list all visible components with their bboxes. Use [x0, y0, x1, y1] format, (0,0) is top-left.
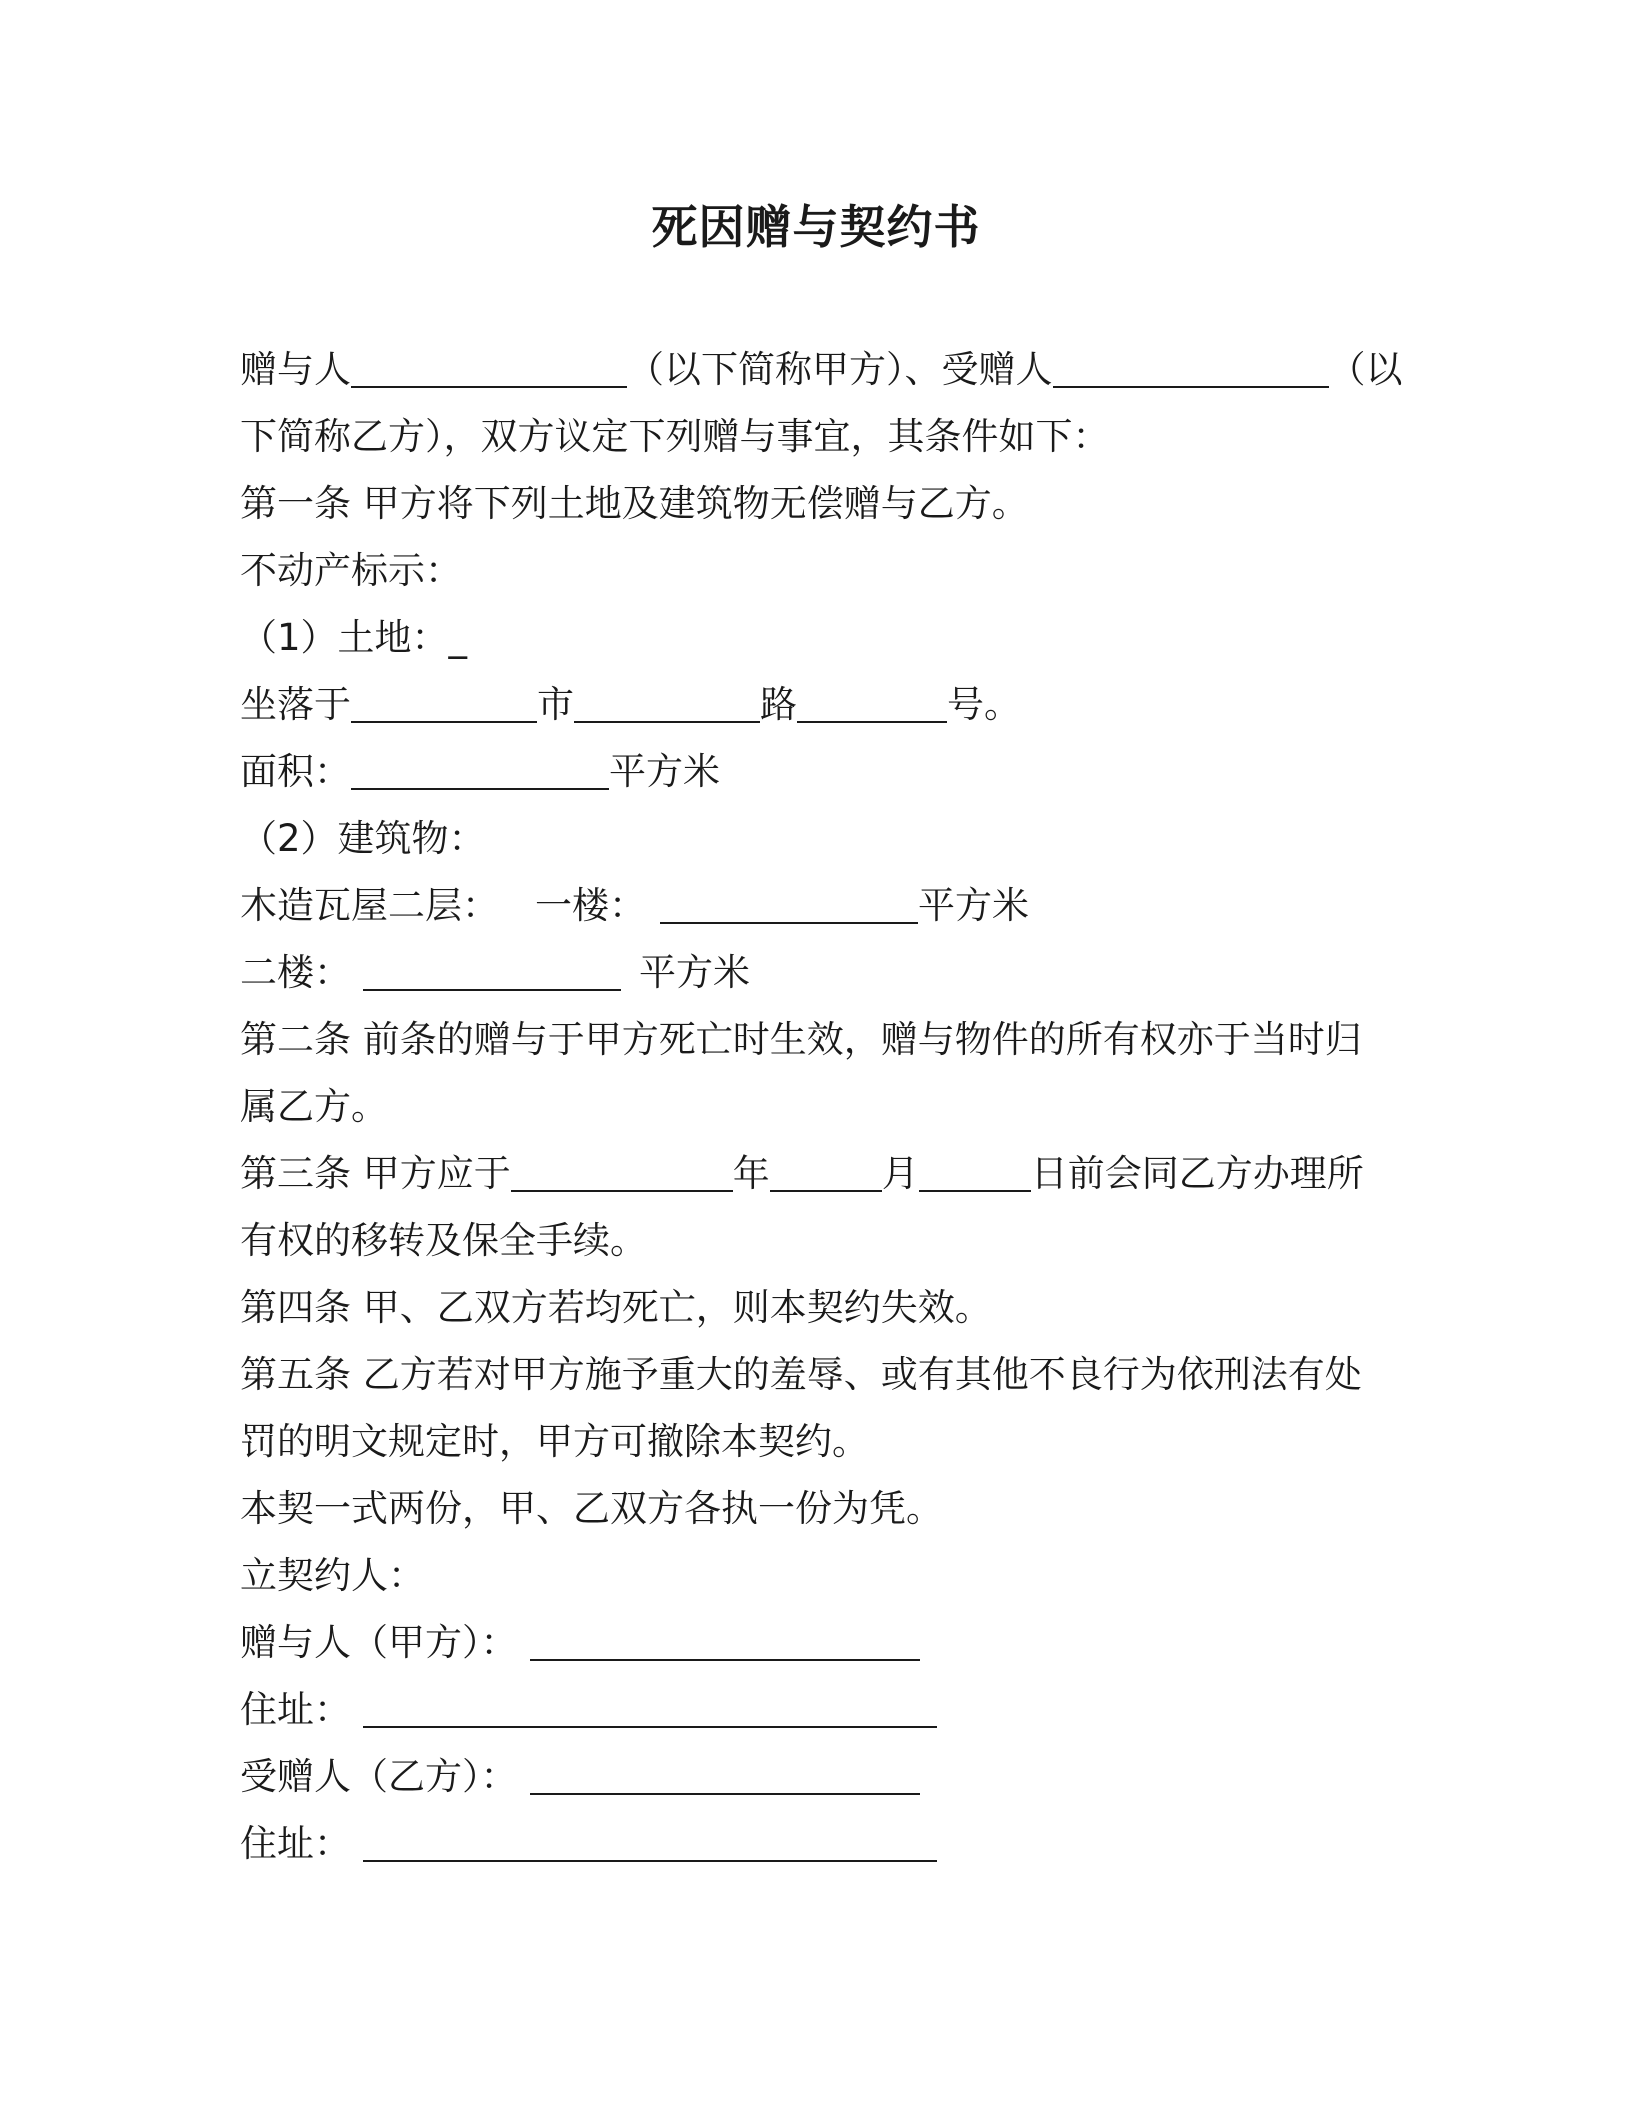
number-label: 号。 [947, 683, 1021, 726]
property-heading: 不动产标示： [240, 549, 462, 592]
floor2-unit: 平方米 [639, 951, 750, 994]
article-5-line-1: 第五条 乙方若对甲方施予重大的羞辱、或有其他不良行为依刑法有处 [240, 1353, 1362, 1396]
donor-signature-line [240, 1609, 1400, 1676]
article-5-line-2: 罚的明文规定时，甲方可撤除本契约。 [240, 1420, 869, 1463]
donor-name-blank[interactable] [351, 342, 627, 388]
floor2-area-blank[interactable] [363, 945, 621, 991]
building-floor1-line [240, 872, 1400, 939]
month-label: 月 [881, 1152, 919, 1195]
floor1-label: 一楼： [535, 884, 646, 927]
donor-address-line [240, 1676, 1400, 1743]
area-label: 面积： [240, 750, 351, 793]
number-blank[interactable] [797, 677, 947, 723]
contract-body [240, 336, 1403, 1877]
land-label-line [240, 604, 1400, 671]
year-blank[interactable] [511, 1146, 733, 1192]
month-blank[interactable] [770, 1146, 882, 1192]
area-unit: 平方米 [609, 750, 720, 793]
floor2-label: 二楼： [240, 951, 351, 994]
building-type: 木造瓦屋二层： [240, 884, 499, 927]
copies-clause: 本契一式两份，甲、乙双方各执一份为凭。 [240, 1487, 943, 1530]
donee-address-label: 住址： [240, 1822, 351, 1865]
donee-address-line [240, 1810, 1400, 1877]
page-title: 死因赠与契约书 [651, 200, 981, 254]
location-prefix: 坐落于 [240, 683, 351, 726]
floor1-area-blank[interactable] [660, 878, 918, 924]
article-2-line-2: 属乙方。 [240, 1085, 388, 1128]
day-blank[interactable] [919, 1146, 1031, 1192]
preamble-line-1 [240, 336, 1403, 403]
land-location-line [240, 671, 1400, 738]
donee-signature-label: 受赠人（乙方）： [240, 1755, 518, 1798]
article-1: 第一条 甲方将下列土地及建筑物无偿赠与乙方。 [240, 482, 1029, 525]
land-area-line [240, 738, 1400, 805]
donee-name-blank[interactable] [1053, 342, 1329, 388]
abbr-a-text: （以下简称甲方）、受赠人 [627, 348, 1053, 391]
building-label-line: （2）建筑物： [240, 817, 486, 860]
area-blank[interactable] [351, 744, 609, 790]
preamble-line-2: 下简称乙方），双方议定下列赠与事宜，其条件如下： [240, 415, 1110, 458]
article-3-line-2: 有权的移转及保全手续。 [240, 1219, 647, 1262]
article-3-line-1 [240, 1140, 1400, 1207]
city-label: 市 [537, 683, 574, 726]
day-suffix: 日前会同乙方办理所 [1030, 1152, 1364, 1195]
donee-address-blank[interactable] [363, 1816, 937, 1862]
abbr-b-start-text: （以 [1328, 348, 1403, 391]
floor1-unit: 平方米 [918, 884, 1029, 927]
donee-signature-line [240, 1743, 1400, 1810]
donor-signature-blank[interactable] [530, 1615, 920, 1661]
donee-signature-blank[interactable] [530, 1749, 920, 1795]
land-mark: _ [448, 616, 468, 659]
donor-address-label: 住址： [240, 1688, 351, 1731]
road-blank[interactable] [574, 677, 760, 723]
year-label: 年 [732, 1152, 770, 1195]
donor-label: 赠与人 [240, 348, 351, 391]
land-label: （1）土地： [240, 616, 449, 659]
building-floor2-line [240, 939, 1400, 1006]
article-2-line-1: 第二条 前条的赠与于甲方死亡时生效，赠与物件的所有权亦于当时归 [240, 1018, 1362, 1061]
article-4: 第四条 甲、乙双方若均死亡，则本契约失效。 [240, 1286, 992, 1329]
city-blank[interactable] [351, 677, 537, 723]
donor-address-blank[interactable] [363, 1682, 937, 1728]
article-3-prefix: 第三条 甲方应于 [240, 1152, 511, 1195]
donor-signature-label: 赠与人（甲方）： [240, 1621, 518, 1664]
signatures-heading: 立契约人： [240, 1554, 425, 1597]
road-label: 路 [760, 683, 797, 726]
